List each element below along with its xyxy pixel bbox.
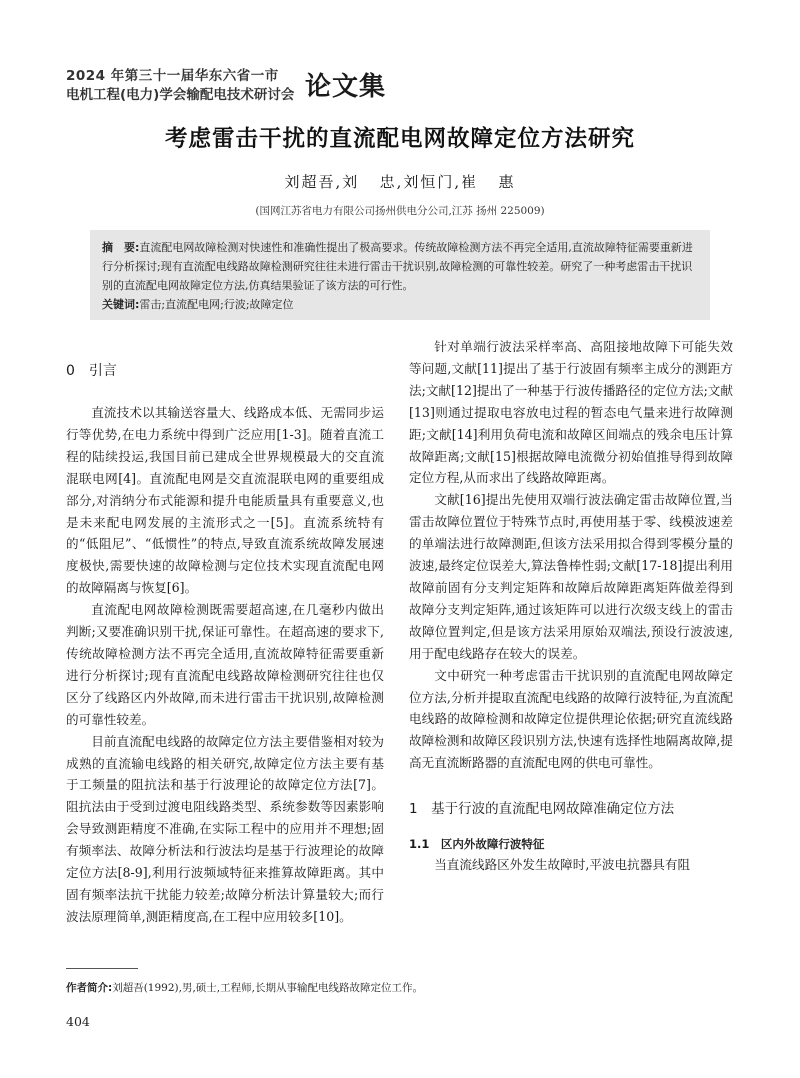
section-heading-1: 1 基于行波的直流配电网故障准确定位方法 xyxy=(409,801,675,818)
body-paragraph: 文中研究一种考虑雷击干扰识别的直流配电网故障定位方法,分析并提取直流配电线路的故障行波特征,为直流配电线路的故障检测和故障定位提供理论依据;研究直流线路故障检测和故障区段识别方法,快速有选择性地隔离故障,提高无直流断路器的直流配电网的供电可靠性。 xyxy=(409,667,733,771)
abstract-text: 直流配电网故障检测对快速性和准确性提出了极高要求。传统故障检测方法不再完全适用,直流故障特征需要重新进行分析探讨;现有直流配电线路故障检测研究往往未进行雷击干扰识别,故障检测的可靠性较差。研究了一种考虑雷击干扰识别的直流配电网故障定位方法,仿真结果验证了该方法的可行性。 xyxy=(102,241,693,292)
page-number: 404 xyxy=(66,1014,90,1029)
body-paragraph: 直流技术以其输送容量大、线路成本低、无需同步运行等优势,在电力系统中得到广泛应用[1-3]。随着直流工程的陆续投运,我国目前已建成全世界规模最大的交直流混联电网[4]。直流配电网是交直流混联电网的重要组成部分,对消纳分布式能源和提升电能质量具有重要意义,也是未来配电网发展的主流形式之一[5]。直流系统特有的“低阻尼”、“低惯性”的特点,导致直流系统故障发展速度极快,需要快速的故障检测与定位技术实现直流配电网的故障隔离与恢复[6]。 xyxy=(66,405,384,596)
body-paragraph: 针对单端行波法采样率高、高阻接地故障下可能失效等问题,文献[11]提出了基于行波固有频率主成分的测距方法;文献[12]提出了一种基于行波传播路径的定位方法;文献[13]则通过提取电容放电过程的暂态电气量来进行故障测距;文献[14]利用负荷电流和故障区间端点的残余电压计算故障距离;文献[15]根据故障电流微分初始值推导得到故障定位方程,从而求出了线路故障距离。 xyxy=(409,339,733,486)
footnote-divider xyxy=(66,968,138,969)
author-list: 刘超吾,刘 忠,刘恒门,崔 惠 xyxy=(284,173,516,191)
abstract-box xyxy=(90,230,710,320)
keywords-label: 关键词: xyxy=(102,298,140,311)
paper-title: 考虑雷击干扰的直流配电网故障定位方法研究 xyxy=(164,126,635,152)
right-column xyxy=(409,336,733,876)
section-heading-introduction: 0 引言 xyxy=(66,363,117,379)
footnote-text: 刘超吾(1992),男,硕士,工程师,长期从事输配电线路故障定位工作。 xyxy=(112,982,423,994)
abstract-label: 摘 要: xyxy=(102,241,140,254)
keywords-text: 雷击;直流配电网;行波;故障定位 xyxy=(139,298,294,311)
conference-name-line2: 电机工程(电力)学会输配电技术研讨会 xyxy=(66,87,295,103)
subsection-heading-1-1: 1.1 区内外故障行波特征 xyxy=(409,837,545,852)
body-paragraph: 目前直流配电线路的故障定位方法主要借鉴相对较为成熟的直流输电线路的相关研究,故障定位方法主要有基于工频量的阻抗法和基于行波理论的故障定位方法[7]。阻抗法由于受到过渡电阻线路类型、系统参数等因素影响会导致测距精度不准确,在实际工程中的应用并不理想;固有频率法、故障分析法和行波法均是基于行波理论的故障定位方法[8-9],利用行波频域特征来推算故障距离。其中固有频率法抗干扰能力较差;故障分析法计算量较大;而行波法原理简单,测距精度高,在工程中应用较多[10]。 xyxy=(66,733,384,924)
conference-name-line1: 2024 年第三十一届华东六省一市 xyxy=(66,68,279,84)
body-paragraph: 当直流线路区外发生故障时,平波电抗器具有阻 xyxy=(434,857,691,873)
body-paragraph: 直流配电网故障检测既需要超高速,在几毫秒内做出判断;又要准确识别干扰,保证可靠性。在超高速的要求下,传统故障检测方法不再完全适用,直流故障特征需要重新进行分析探讨;现有直流配电线路故障检测研究往往也仅区分了线路区内外故障,而未进行雷击干扰识别,故障检测的可靠性较差。 xyxy=(66,602,384,727)
body-paragraph: 文献[16]提出先使用双端行波法确定雷击故障位置,当雷击故障位置位于特殊节点时,再使用基于零、线模波速差的单端法进行故障测距,但该方法采用拟合得到零模分量的波速,最终定位误差大,算法鲁棒性弱;文献[17-18]提出利用故障前固有分支判定矩阵和故障后故障距离矩阵做差得到故障分支判定矩阵,通过该矩阵可以进行次级支线上的雷击故障位置判定,但是该方法采用原始双端法,预设行波波速,用于配电线路存在较大的误差。 xyxy=(409,492,733,661)
footnote-label: 作者简介: xyxy=(66,982,113,994)
affiliation: (国网江苏省电力有限公司扬州供电分公司,江苏 扬州 225009) xyxy=(255,205,545,217)
left-column xyxy=(66,360,384,928)
proceedings-label: 论文集 xyxy=(305,72,387,102)
footnote xyxy=(66,980,423,995)
